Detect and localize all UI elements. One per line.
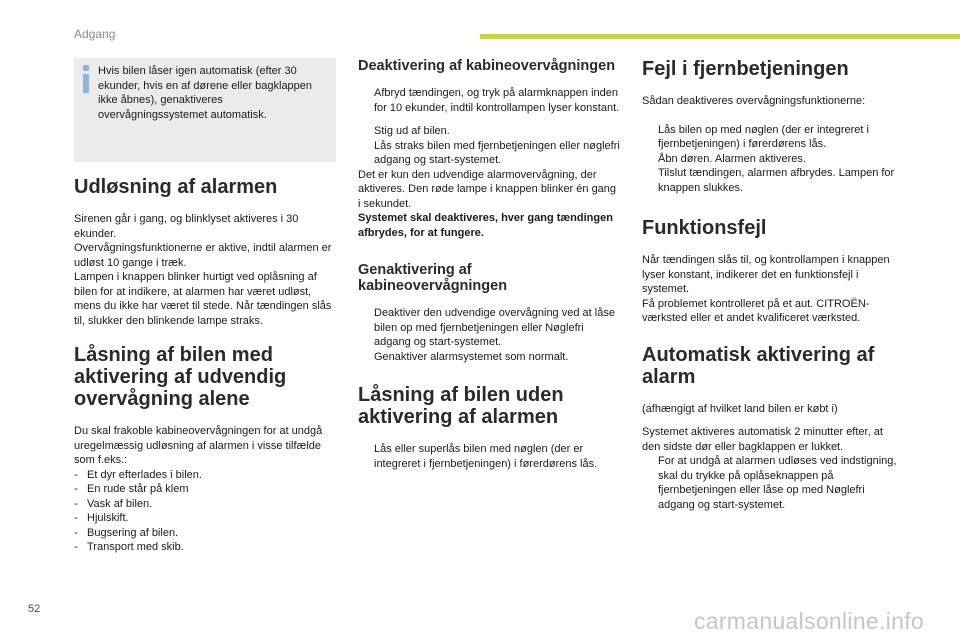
watermark: carmanualsonline.info [693,608,924,634]
paragraph: Du skal frakoble kabineovervågningen for at undgå uregelmæssig udløsning af alarmen i visse tilfælde som f.eks.: [74,425,323,466]
dash-list [74,468,336,555]
heading-alarm-triggering: Udløsning af alarmen [74,176,278,198]
heading-remote-fault: Fejl i fjernbetjeningen [642,58,849,80]
list-item: - Hjulskift. [74,512,129,524]
heading-automatic-activation: Automatisk aktivering af alarm [642,343,875,388]
list-item: Tilslut tændingen, alarmen afbrydes. Lampen for knappen slukkes. [658,167,895,194]
step-list [358,124,620,168]
list-item: - Bugsering af bilen. [74,526,179,539]
list-item: Åbn døren. Alarmen aktiveres. [658,152,806,165]
column-middle [358,58,620,480]
info-note-box [74,58,336,162]
list-item: Genaktiver alarmsystemet som normalt. [374,350,569,363]
list-item: Deaktiver den udvendige overvågning ved at låse bilen op med fjernbetjeningen eller Nøglefri adgang og start-systemet. [374,307,615,348]
heading-reactivate-interior: Genaktivering af kabineovervågningen [358,262,508,294]
paragraph: Systemet aktiveres automatisk 2 minutter efter, at den sidste dør eller bagklappen er lukket. [642,426,883,453]
heading-malfunction: Funktionsfejl [642,217,767,239]
heading-lock-without-alarm: Låsning af bilen uden aktivering af alarmen [358,384,564,428]
step-list [642,454,904,512]
info-icon [82,65,91,93]
paragraph: Lampen i knappen blinker hurtigt ved oplåsning af bilen for at indikere, at alarmen har været udløst, mens du ikke har været til stede. Når tændingen slås til, slukker den blinkende lampe straks. [74,271,332,327]
list-item: For at undgå at alarmen udløses ved indstigning, skal du trykke på oplåseknappen på fjernbetjeningen eller låse op med Nøglefri adgang og start-systemet. [658,455,897,511]
step-list [358,306,620,364]
section-color-bar [480,34,960,39]
paragraph: (afhængigt af hvilket land bilen er købt i) [642,402,838,415]
step-list [642,123,904,196]
bold-note: Systemet skal deaktiveres, hver gang tændingen afbrydes, for at fungere. [358,212,613,239]
list-item: Lås eller superlås bilen med nøglen (der er integreret i fjernbetjeningen) i førerdørens lås. [374,443,598,470]
step-list [358,442,620,471]
list-item: - Vask af bilen. [74,497,153,510]
list-item: - En rude står på klem [74,483,189,495]
page-number: 52 [28,603,41,615]
list-item: - Et dyr efterlades i bilen. [74,468,202,481]
info-note-text: Hvis bilen låser igen automatisk (efter 30 ekunder, hvis en af dørene eller bagklappen ikke åbnes), genaktiveres overvågningssystemet automatisk. [98,65,313,121]
heading-locking-exterior-only: Låsning af bilen med aktivering af udvendig overvågning alene [74,344,287,410]
column-right [642,58,904,521]
step-list [358,86,620,115]
paragraph: Det er kun den udvendige alarmovervågning, der aktiveres. Den røde lampe i knappen blinker én gang i sekundet. [358,168,617,210]
list-item: Afbryd tændingen, og tryk på alarmknappen inden for 10 ekunder, indtil kontrollampen lyser konstant. [374,87,620,114]
list-item: - Transport med skib. [74,541,184,553]
column-left [74,58,336,555]
paragraph: Overvågningsfunktionerne er aktive, indtil alarmen er udløst 10 gange i træk. [74,242,332,269]
paragraph: Sirenen går i gang, og blinklyset aktiveres i 30 ekunder. [74,213,299,240]
paragraph: Få problemet kontrolleret på et aut. CITROËN-værksted eller et andet kvalificeret værksted. [642,297,870,324]
paragraph: Sådan deaktiveres overvågningsfunktionerne: [642,95,866,107]
paragraph: Når tændingen slås til, og kontrollampen i knappen lyser konstant, indikerer det en funktionsfejl i systemet. [642,254,890,295]
list-item: Lås bilen op med nøglen (der er integreret i fjernbetjeningen) i førerdørens lås. [658,123,869,150]
list-item: Lås straks bilen med fjernbetjeningen eller nøglefri adgang og start-systemet. [374,139,620,166]
heading-deactivate-interior: Deaktivering af kabineovervågningen [358,58,616,74]
section-tab-label: Adgang [74,27,116,41]
list-item: Stig ud af bilen. [374,125,450,137]
